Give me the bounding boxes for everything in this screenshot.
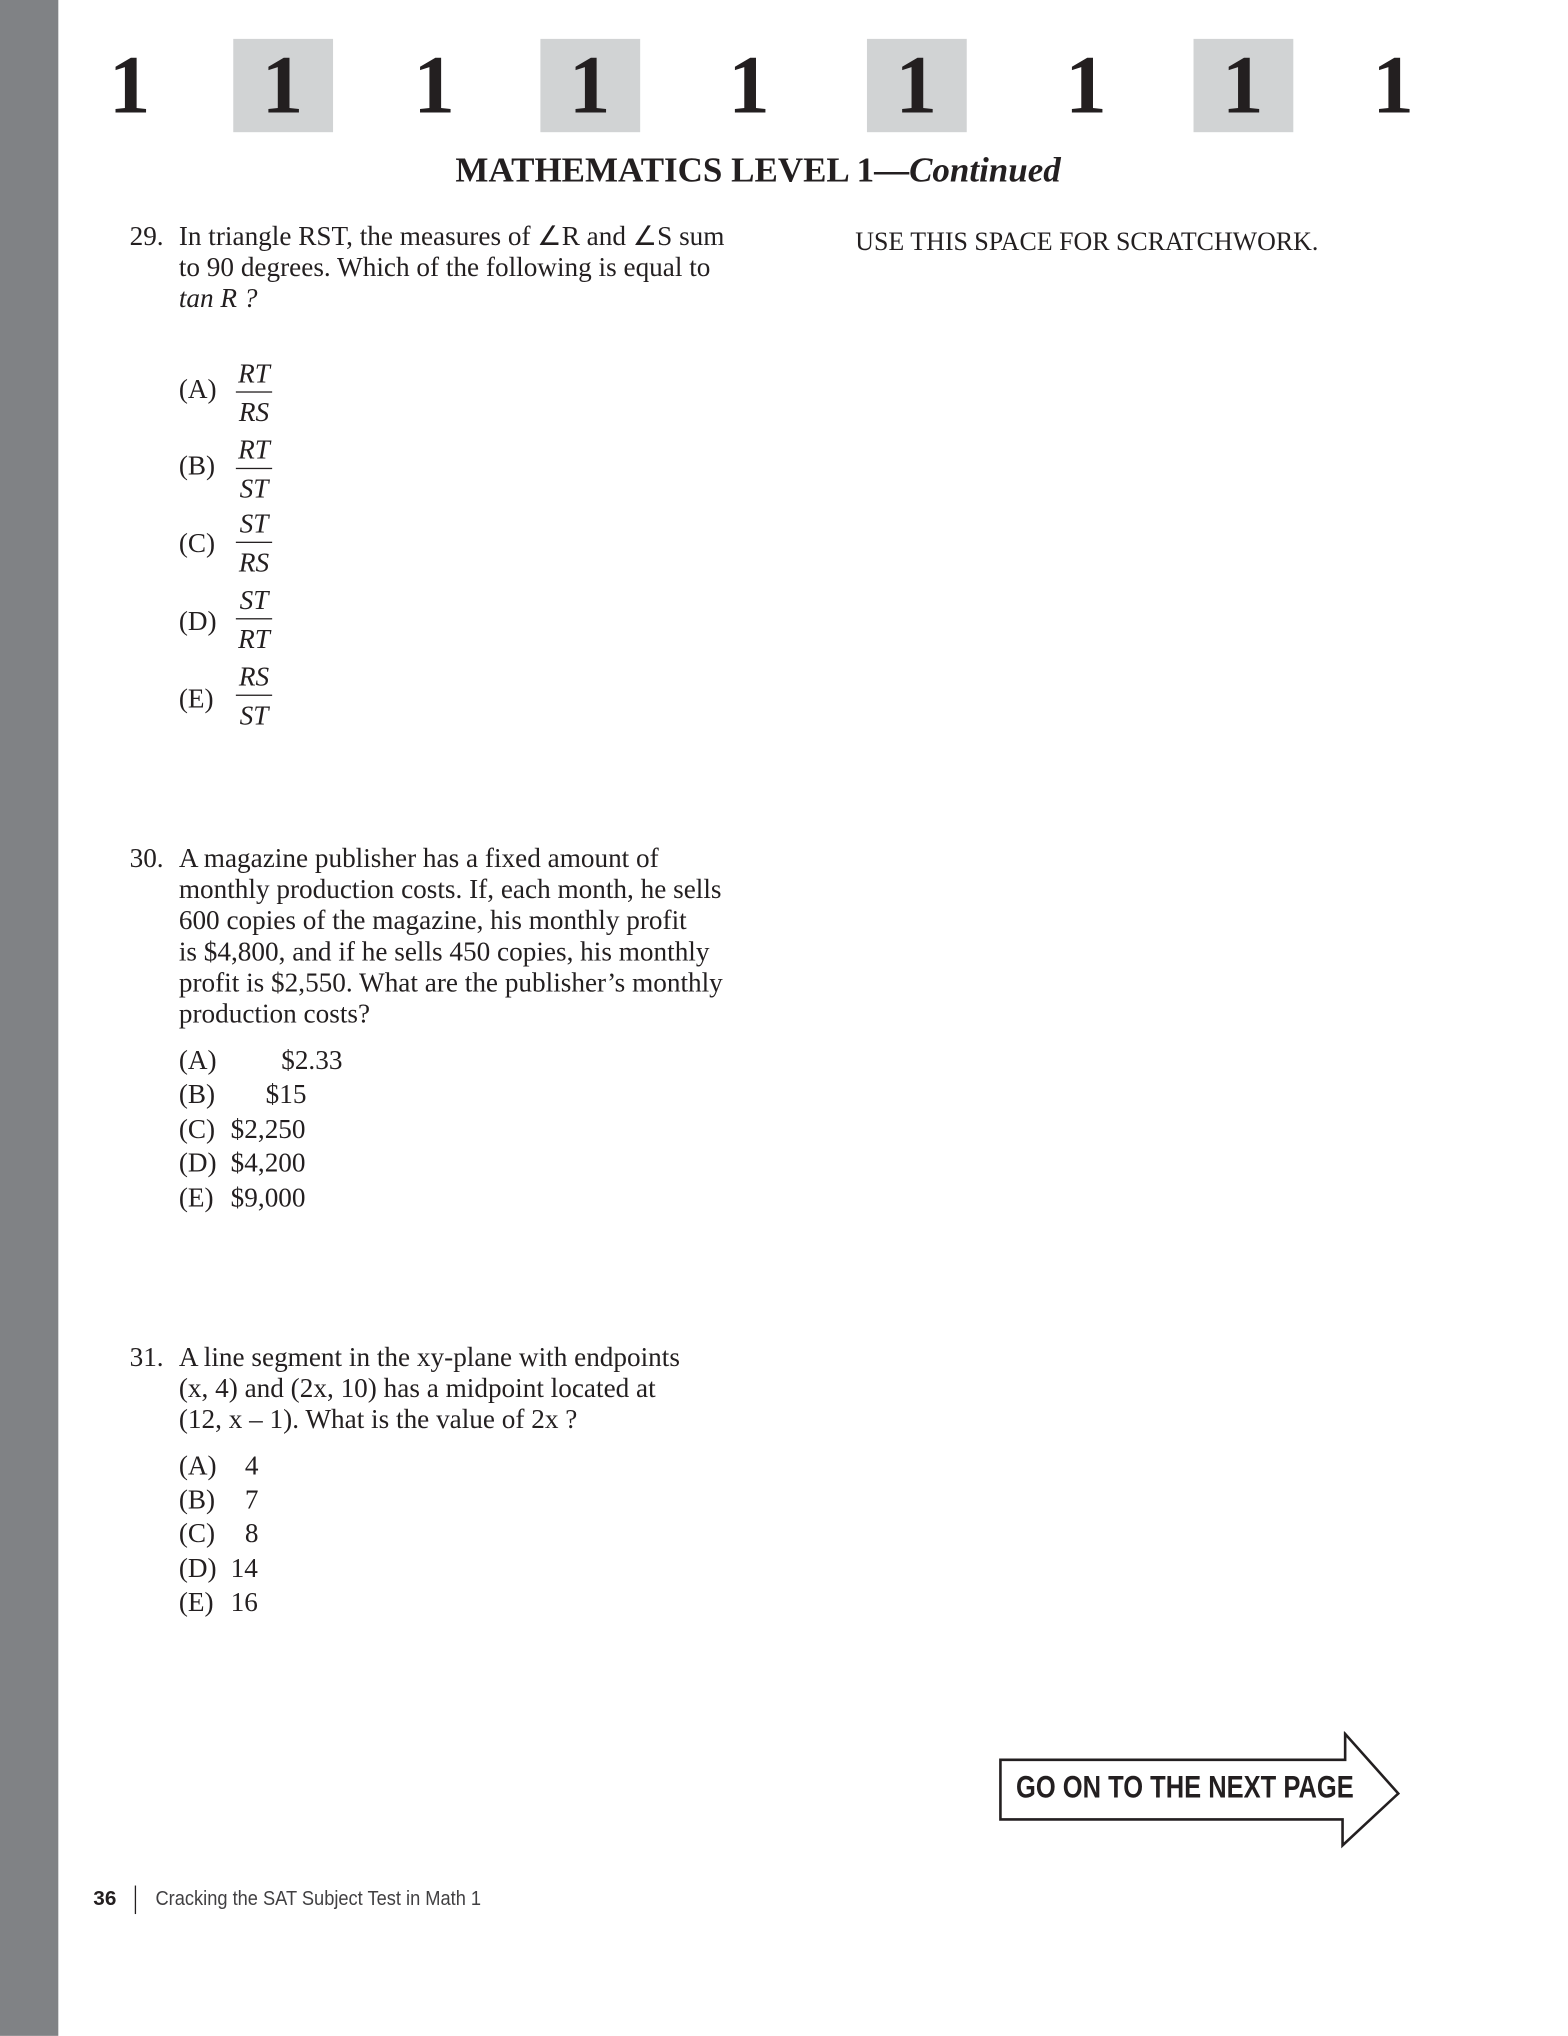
fraction: [236, 662, 272, 731]
choice-label: (B): [178, 1078, 216, 1110]
choice-value: $4,200: [230, 1146, 306, 1178]
question-number: 30.: [129, 842, 164, 874]
choice-value: 14: [230, 1552, 258, 1584]
section-digit: 1: [108, 38, 151, 131]
choice-label: (D): [178, 605, 217, 637]
denominator: RT: [238, 623, 270, 655]
question-line: 600 copies of the magazine, his monthly profit: [178, 904, 687, 936]
choice-label: (A): [178, 1044, 217, 1076]
section-digit: 1: [1065, 38, 1107, 131]
numerator: RT: [236, 359, 272, 393]
question-line: A magazine publisher has a fixed amount of: [178, 842, 659, 874]
next-page-label: GO ON TO THE NEXT PAGE: [1015, 1770, 1354, 1806]
choice-label: (B): [178, 1483, 216, 1515]
choice-value: $2,250: [230, 1113, 306, 1145]
question-line: In triangle RST, the measures of ∠R and ∠S sum: [178, 220, 725, 252]
title-main: MATHEMATICS LEVEL 1—: [455, 150, 910, 190]
question-line: A line segment in the xy-plane with endpoints: [178, 1341, 680, 1373]
numerator: ST: [236, 509, 272, 543]
question-line: (12, x – 1). What is the value of 2x ?: [178, 1403, 578, 1435]
page-number: 36: [93, 1888, 117, 1911]
question-line: monthly production costs. If, each month, he sells: [178, 873, 722, 905]
choice-label: (E): [178, 1586, 214, 1618]
fraction: [236, 359, 272, 428]
book-title: Cracking the SAT Subject Test in Math 1: [155, 1888, 482, 1911]
choice-label: (A): [178, 1450, 217, 1482]
fraction: [236, 586, 272, 655]
numerator: RS: [236, 662, 272, 696]
section-digit: 1: [568, 38, 611, 131]
section-digit: 1: [1222, 38, 1264, 131]
denominator: RS: [238, 546, 270, 578]
title-continued: Continued: [909, 150, 1061, 190]
question-number: 29.: [129, 220, 164, 252]
denominator: ST: [239, 699, 269, 731]
section-digit: 1: [895, 38, 937, 131]
question-line: is $4,800, and if he sells 450 copies, his monthly: [178, 935, 710, 967]
choice-label: (C): [178, 1113, 216, 1145]
numerator: RT: [236, 435, 272, 469]
question-line: to 90 degrees. Which of the following is equal to: [178, 251, 711, 283]
question-line: tan R ?: [178, 282, 258, 314]
denominator: RS: [238, 396, 270, 428]
choice-label: (E): [178, 682, 214, 715]
section-digit: 1: [413, 38, 455, 131]
choice-label: (C): [178, 527, 216, 559]
numerator: ST: [236, 586, 272, 620]
footer-divider: [135, 1886, 136, 1915]
choice-value: 8: [244, 1517, 259, 1549]
choice-label: (E): [178, 1181, 214, 1213]
section-digit: 1: [1372, 38, 1414, 131]
question-line: production costs?: [178, 997, 371, 1029]
question-line: profit is $2,550. What are the publisher’s monthly: [178, 966, 723, 998]
choice-value: $2.33: [281, 1044, 343, 1076]
choice-value: $15: [265, 1078, 307, 1110]
fraction: [236, 435, 272, 504]
choice-label: (B): [178, 449, 216, 481]
section-digit: 1: [728, 38, 770, 131]
choice-value: $9,000: [230, 1181, 306, 1213]
page-edge-strip: [0, 0, 58, 2036]
question-line: (x, 4) and (2x, 10) has a midpoint located at: [178, 1372, 656, 1404]
choice-label: (C): [178, 1517, 216, 1549]
choice-value: 7: [244, 1483, 259, 1515]
question-number: 31.: [129, 1341, 164, 1373]
choice-label: (A): [178, 373, 217, 405]
choice-value: 4: [244, 1450, 259, 1482]
scratchwork-label: USE THIS SPACE FOR SCRATCHWORK.: [855, 228, 1319, 257]
choice-label: (D): [178, 1552, 217, 1584]
fraction: [236, 509, 272, 578]
choice-label: (D): [178, 1146, 217, 1178]
denominator: ST: [239, 473, 269, 505]
page-title: [0, 150, 1516, 190]
section-digit: 1: [261, 38, 304, 131]
choice-value: 16: [230, 1586, 258, 1618]
